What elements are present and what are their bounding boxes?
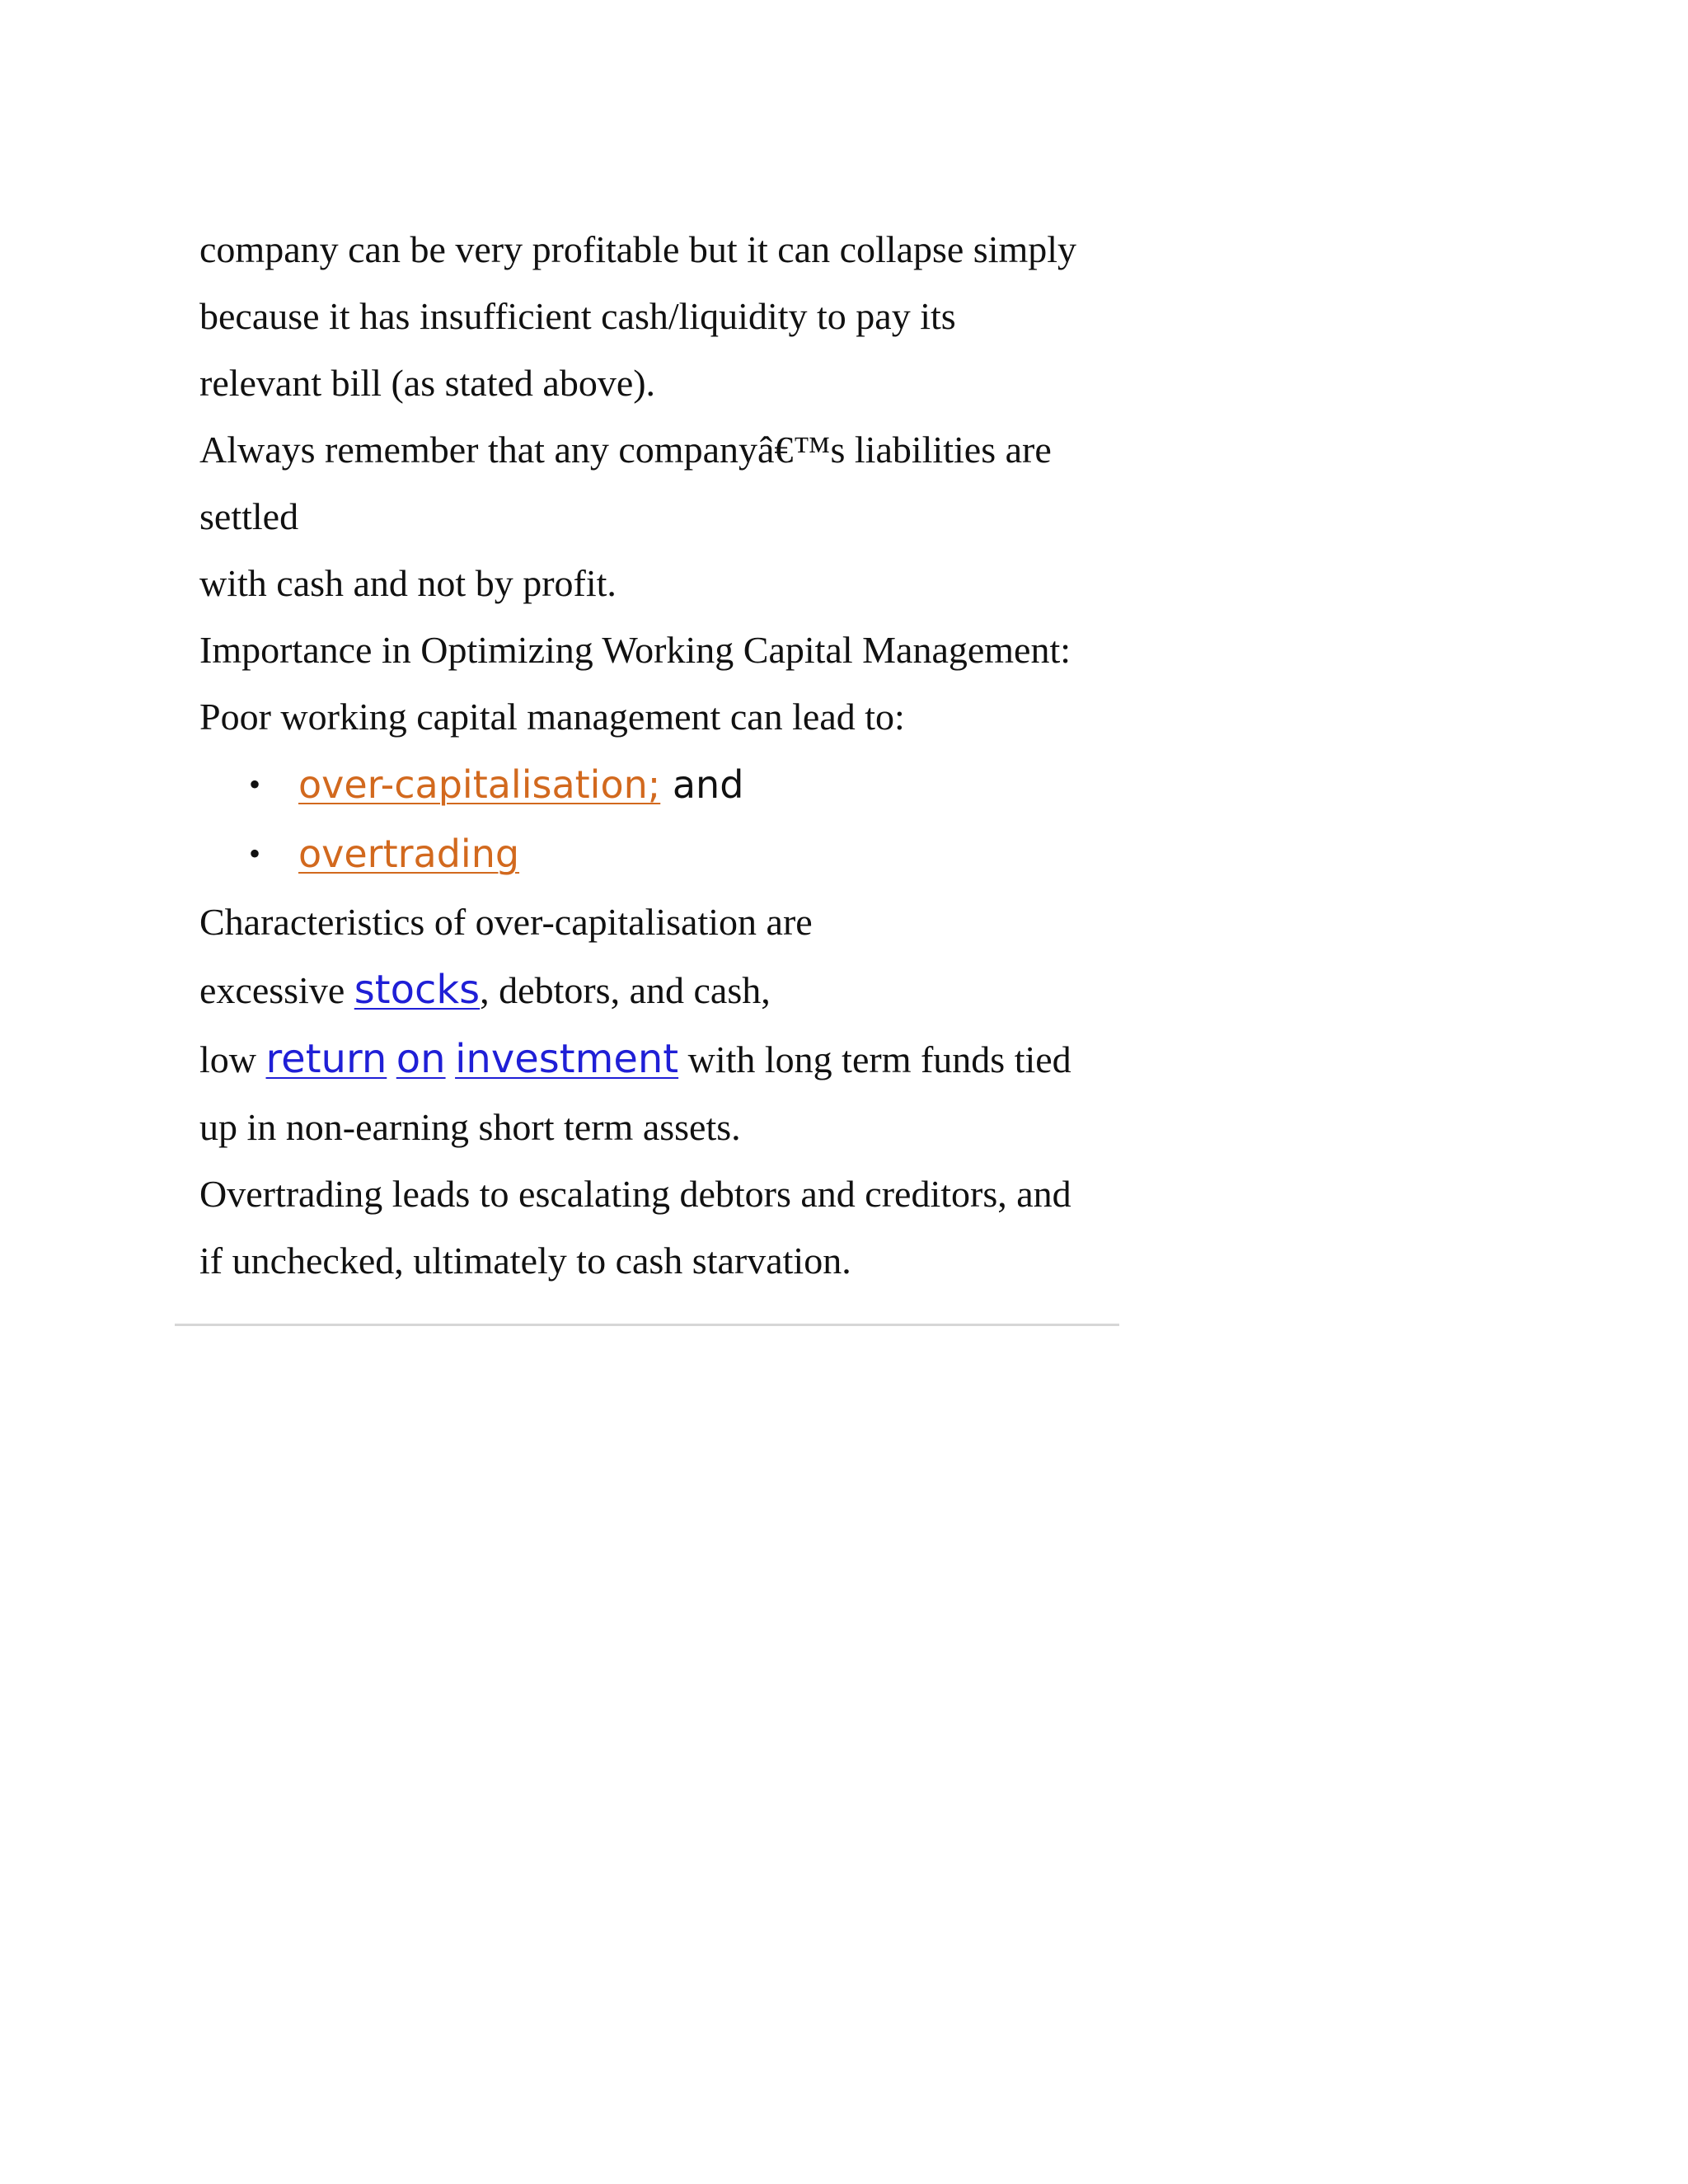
- text-fragment: low: [199, 1038, 266, 1080]
- text-line: [199, 955, 1123, 1024]
- return-link[interactable]: return: [265, 1036, 387, 1082]
- bullet-icon: •: [249, 835, 261, 872]
- list-item-suffix: and: [660, 762, 744, 807]
- text-line: with cash and not by profit.: [199, 562, 617, 604]
- horizontal-divider: [175, 1324, 1119, 1326]
- overtrading-link[interactable]: overtrading: [298, 832, 520, 876]
- text-line: settled: [199, 495, 299, 537]
- text-line: company can be very profitable but it can collapse simply: [199, 228, 1077, 270]
- bullet-icon: •: [249, 766, 261, 803]
- text-line: Always remember that any companyâ€™s liabilities are: [199, 429, 1052, 471]
- text-line: if unchecked, ultimately to cash starvation.: [199, 1240, 851, 1282]
- text-line: Overtrading leads to escalating debtors and creditors, and: [199, 1173, 1071, 1215]
- stocks-link[interactable]: stocks: [354, 967, 481, 1013]
- investment-link[interactable]: investment: [455, 1036, 679, 1082]
- text-line: [199, 1024, 1123, 1094]
- list-item: [199, 819, 1123, 888]
- text-line: Characteristics of over-capitalisation are: [199, 901, 813, 943]
- text-line: Poor working capital management can lead to:: [199, 696, 905, 738]
- over-capitalisation-link[interactable]: over-capitalisation;: [298, 762, 661, 807]
- list-item: [199, 750, 1123, 819]
- text-line: because it has insufficient cash/liquidity to pay its: [199, 295, 956, 337]
- text-line: relevant bill (as stated above).: [199, 362, 656, 404]
- text-fragment: excessive: [199, 969, 354, 1011]
- document-body: [199, 216, 1123, 1294]
- text-fragment: with long term funds tied: [678, 1038, 1071, 1080]
- on-link[interactable]: on: [396, 1036, 446, 1082]
- consequence-list: [199, 750, 1123, 888]
- section-heading: Importance in Optimizing Working Capital Management:: [199, 629, 1071, 671]
- text-fragment: , debtors, and cash,: [480, 969, 771, 1011]
- text-line: up in non-earning short term assets.: [199, 1106, 741, 1148]
